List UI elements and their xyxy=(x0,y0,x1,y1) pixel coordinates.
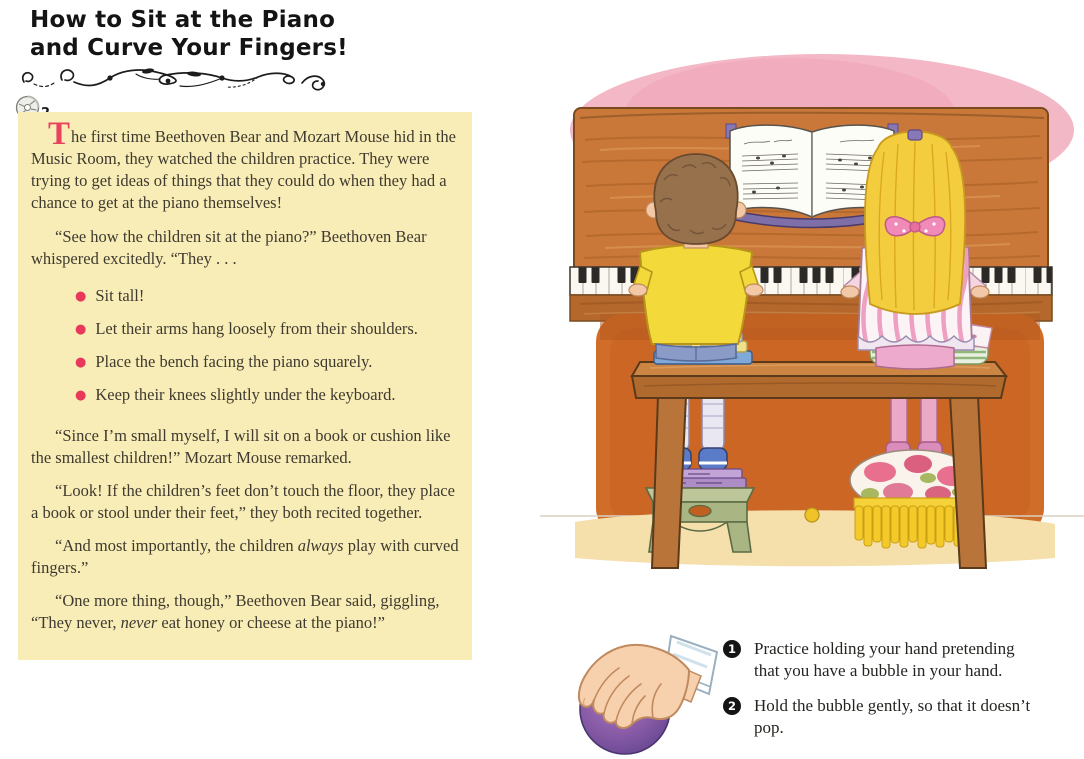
girl-skirt xyxy=(876,345,954,369)
story-bullet-list xyxy=(31,285,459,407)
bullet-dot: ● xyxy=(75,289,87,304)
bullet-dot: ● xyxy=(75,388,87,403)
exercise-list xyxy=(723,638,1035,752)
exercise-item-1 xyxy=(723,638,1035,682)
story-paragraph-5: “And most importantly, the children always play with curved fingers.” xyxy=(31,536,459,577)
story-paragraph-4: “Look! If the children’s feet don’t touch the floor, they place a book or stool under their feet,” they both recited together. xyxy=(31,481,455,522)
story-panel xyxy=(18,112,472,660)
step-number-badge: 2 xyxy=(723,697,741,715)
exercise-item-2 xyxy=(723,695,1035,739)
story-paragraph-3: “Since I’m small myself, I will sit on a book or cushion like the smallest children!” Mozart Mouse remarked. xyxy=(31,426,451,467)
bullet-dot: ● xyxy=(75,322,87,337)
page-title xyxy=(30,6,348,62)
bullet-item: ● Keep their knees slightly under the keyboard. xyxy=(75,385,396,404)
piano-children-illustration xyxy=(540,52,1084,575)
scroll-flourish-ornament xyxy=(18,60,330,96)
page-title-line1: How to Sit at the Piano xyxy=(30,7,336,33)
bullet-item: ● Let their arms hang loosely from their shoulders. xyxy=(75,319,418,338)
story-paragraph-6: “One more thing, though,” Beethoven Bear said, giggling, “They never, never eat honey or cheese at the piano!” xyxy=(31,591,440,632)
exercise-text: Practice holding your hand pretending that you have a bubble in your hand. xyxy=(754,639,1015,680)
hand-bubble-illustration xyxy=(533,610,725,758)
story-paragraph-2: “See how the children sit at the piano?” Beethoven Bear whispered excitedly. “They . . . xyxy=(31,227,427,268)
bullet-item: ● Sit tall! xyxy=(75,286,145,305)
raised-cap: T xyxy=(48,116,72,152)
story-paragraph-1: The first time Beethoven Bear and Mozart Mouse hid in the Music Room, they watched the children practice. They were trying to get ideas of things that they could do when they had a chance to get at the piano themselves! xyxy=(31,116,456,212)
bullet-dot: ● xyxy=(75,355,87,370)
exercise-text: Hold the bubble gently, so that it doesn’t pop. xyxy=(754,696,1031,737)
bullet-item: ● Place the bench facing the piano squarely. xyxy=(75,352,373,371)
page-title-line2: and Curve Your Fingers! xyxy=(30,35,348,61)
hair-tie xyxy=(908,130,922,140)
step-number-badge: 1 xyxy=(723,640,741,658)
small-ball xyxy=(805,508,819,522)
